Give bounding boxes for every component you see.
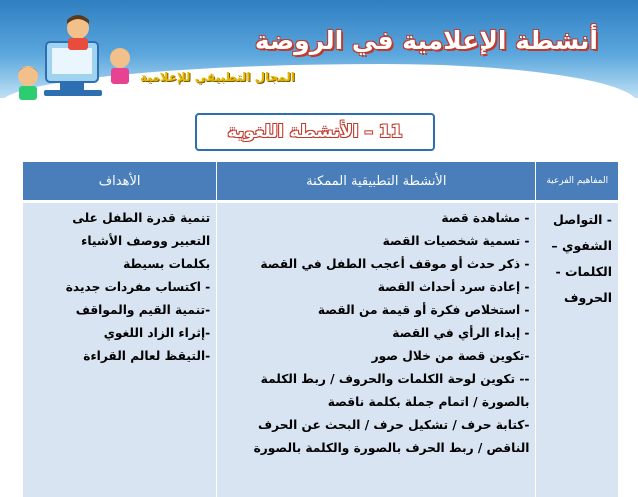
goal-line: التعبير ووصف الأشياء <box>29 230 210 253</box>
activity-line: - مشاهدة قصة <box>223 207 529 230</box>
activities-table <box>22 162 618 497</box>
goal-line: -التيقظ لعالم القراءة <box>29 345 210 368</box>
concept-line: الكلمات - <box>542 259 612 285</box>
subtitle: المجال التطبيقي للإعلامية <box>140 70 295 84</box>
concept-line: الحروف <box>542 285 612 311</box>
activity-line: -- تكوين لوحة الكلمات والحروف / ربط الكلمة <box>223 368 529 391</box>
goals-cell <box>23 202 217 497</box>
concepts-cell <box>536 202 618 497</box>
activity-line: - استخلاص فكرة أو قيمة من القصة <box>223 299 529 322</box>
activity-line: - تسمية شخصيات القصة <box>223 230 529 253</box>
header-concepts: المفاهيم الفرعية <box>536 162 618 202</box>
kids-computer-illustration <box>8 14 138 104</box>
activity-line: الناقص / ربط الحرف بالصورة والكلمة بالصورة <box>223 437 529 460</box>
activity-line: - إعادة سرد أحداث القصة <box>223 276 529 299</box>
main-title: أنشطة الإعلامية في الروضة <box>255 26 598 55</box>
activity-line: -كتابة حرف / تشكيل حرف / البحث عن الحرف <box>223 414 529 437</box>
activities-cell <box>217 202 536 497</box>
table-row <box>23 202 619 497</box>
header-goals: الأهداف <box>23 162 217 202</box>
table-header-row <box>23 162 619 202</box>
goal-line: بكلمات بسيطة <box>29 253 210 276</box>
activity-line: - إبداء الرأي في القصة <box>223 322 529 345</box>
activity-line: -تكوين قصة من خلال صور <box>223 345 529 368</box>
goal-line: -تنمية القيم والمواقف <box>29 299 210 322</box>
goal-line: تنمية قدرة الطفل على <box>29 207 210 230</box>
activity-line: - ذكر حدث أو موقف أعجب الطفل في القصة <box>223 253 529 276</box>
goal-line: -إثراء الزاد اللغوي <box>29 322 210 345</box>
section-title: 11 – الأنشطة اللغوية <box>227 122 402 142</box>
header-activities: الأنشطة التطبيقية الممكنة <box>217 162 536 202</box>
concept-line: - التواصل <box>542 207 612 233</box>
goal-line: - اكتساب مفردات جديدة <box>29 276 210 299</box>
activity-line: بالصورة / اتمام جملة بكلمة ناقصة <box>223 391 529 414</box>
concept-line: الشفوي – <box>542 233 612 259</box>
section-title-box <box>195 113 435 151</box>
